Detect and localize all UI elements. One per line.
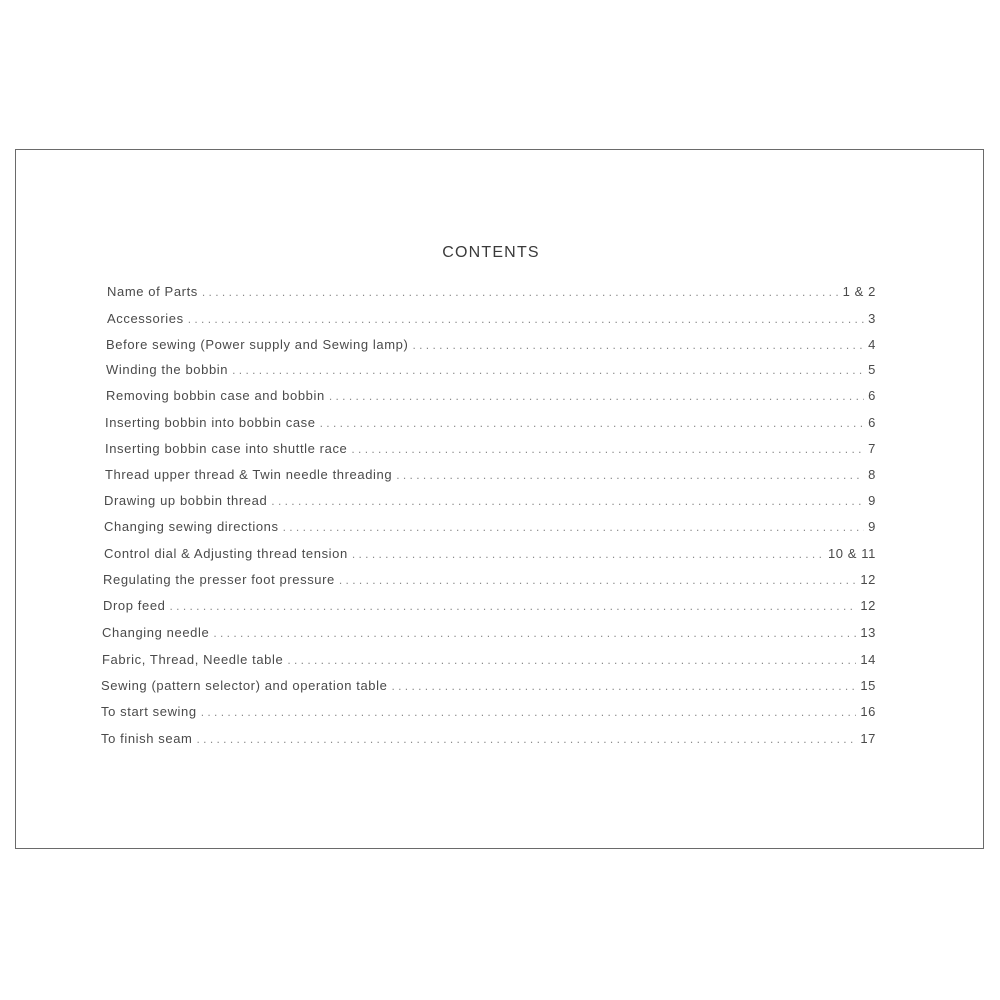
toc-entry-label: Changing sewing directions — [104, 519, 279, 534]
toc-entry-page: 12 — [860, 572, 876, 587]
toc-entry — [102, 652, 876, 672]
toc-entry-page: 13 — [860, 625, 876, 640]
toc-entry-page: 16 — [860, 704, 876, 719]
toc-dot-leader — [201, 705, 857, 719]
toc-dot-leader — [283, 520, 865, 534]
toc-entry-page: 17 — [860, 731, 876, 746]
toc-entry-label: Control dial & Adjusting thread tension — [104, 546, 348, 561]
toc-entry-page: 3 — [868, 311, 876, 326]
toc-dot-leader — [271, 494, 864, 508]
toc-entry-page: 9 — [868, 493, 876, 508]
toc-entry-label: To start sewing — [101, 704, 197, 719]
toc-dot-leader — [412, 338, 864, 352]
toc-entry-label: Inserting bobbin case into shuttle race — [105, 441, 348, 456]
toc-entry — [106, 388, 876, 408]
toc-dot-leader — [188, 312, 864, 326]
toc-dot-leader — [287, 653, 856, 667]
toc-dot-leader — [391, 679, 856, 693]
toc-entry — [101, 731, 876, 751]
toc-entry — [105, 467, 876, 487]
toc-entry-page: 9 — [868, 519, 876, 534]
toc-dot-leader — [213, 626, 856, 640]
toc-entry — [105, 441, 876, 461]
toc-entry — [104, 546, 876, 566]
toc-dot-leader — [339, 573, 856, 587]
toc-entry-page: 12 — [860, 598, 876, 613]
toc-entry-page: 7 — [868, 441, 876, 456]
toc-entry-label: Removing bobbin case and bobbin — [106, 388, 325, 403]
toc-entry-page: 4 — [868, 337, 876, 352]
toc-dot-leader — [197, 732, 857, 746]
toc-entry-page: 5 — [868, 362, 876, 377]
toc-entry-label: Thread upper thread & Twin needle threading — [105, 467, 393, 482]
toc-entry-label: Before sewing (Power supply and Sewing lamp) — [106, 337, 409, 352]
toc-entry-page: 6 — [868, 415, 876, 430]
toc-dot-leader — [329, 389, 864, 403]
toc-entry — [101, 704, 876, 724]
contents-heading: CONTENTS — [442, 244, 540, 261]
toc-entry-page: 15 — [860, 678, 876, 693]
toc-dot-leader — [320, 416, 865, 430]
toc-entry — [104, 493, 876, 513]
toc-entry-label: Drawing up bobbin thread — [104, 493, 268, 508]
toc-entry-page: 6 — [868, 388, 876, 403]
toc-entry — [103, 598, 876, 618]
toc-entry-page: 14 — [860, 652, 876, 667]
toc-entry — [107, 311, 876, 331]
toc-entry-label: To finish seam — [101, 731, 193, 746]
toc-entry-label: Name of Parts — [107, 284, 198, 299]
toc-entry — [107, 284, 876, 304]
toc-dot-leader — [396, 468, 864, 482]
toc-entry — [106, 337, 876, 357]
toc-entry — [102, 625, 876, 645]
toc-entry — [104, 519, 876, 539]
toc-dot-leader — [232, 363, 864, 377]
toc-dot-leader — [170, 599, 857, 613]
toc-entry — [106, 362, 876, 382]
toc-dot-leader — [202, 285, 839, 299]
toc-dot-leader — [352, 547, 824, 561]
toc-entry-label: Regulating the presser foot pressure — [103, 572, 335, 587]
toc-entry-page: 8 — [868, 467, 876, 482]
toc-entry-label: Winding the bobbin — [106, 362, 229, 377]
toc-entry-label: Drop feed — [103, 598, 166, 613]
toc-entry — [105, 415, 876, 435]
toc-entry-label: Fabric, Thread, Needle table — [102, 652, 284, 667]
toc-entry-label: Changing needle — [102, 625, 210, 640]
toc-entry-label: Inserting bobbin into bobbin case — [105, 415, 316, 430]
toc-dot-leader — [351, 442, 864, 456]
toc-entry — [101, 678, 876, 698]
toc-entry — [103, 572, 876, 592]
toc-entry-label: Accessories — [107, 311, 184, 326]
toc-entry-label: Sewing (pattern selector) and operation table — [101, 678, 388, 693]
toc-entry-page: 10 & 11 — [827, 546, 876, 561]
toc-entry-page: 1 & 2 — [842, 284, 876, 299]
